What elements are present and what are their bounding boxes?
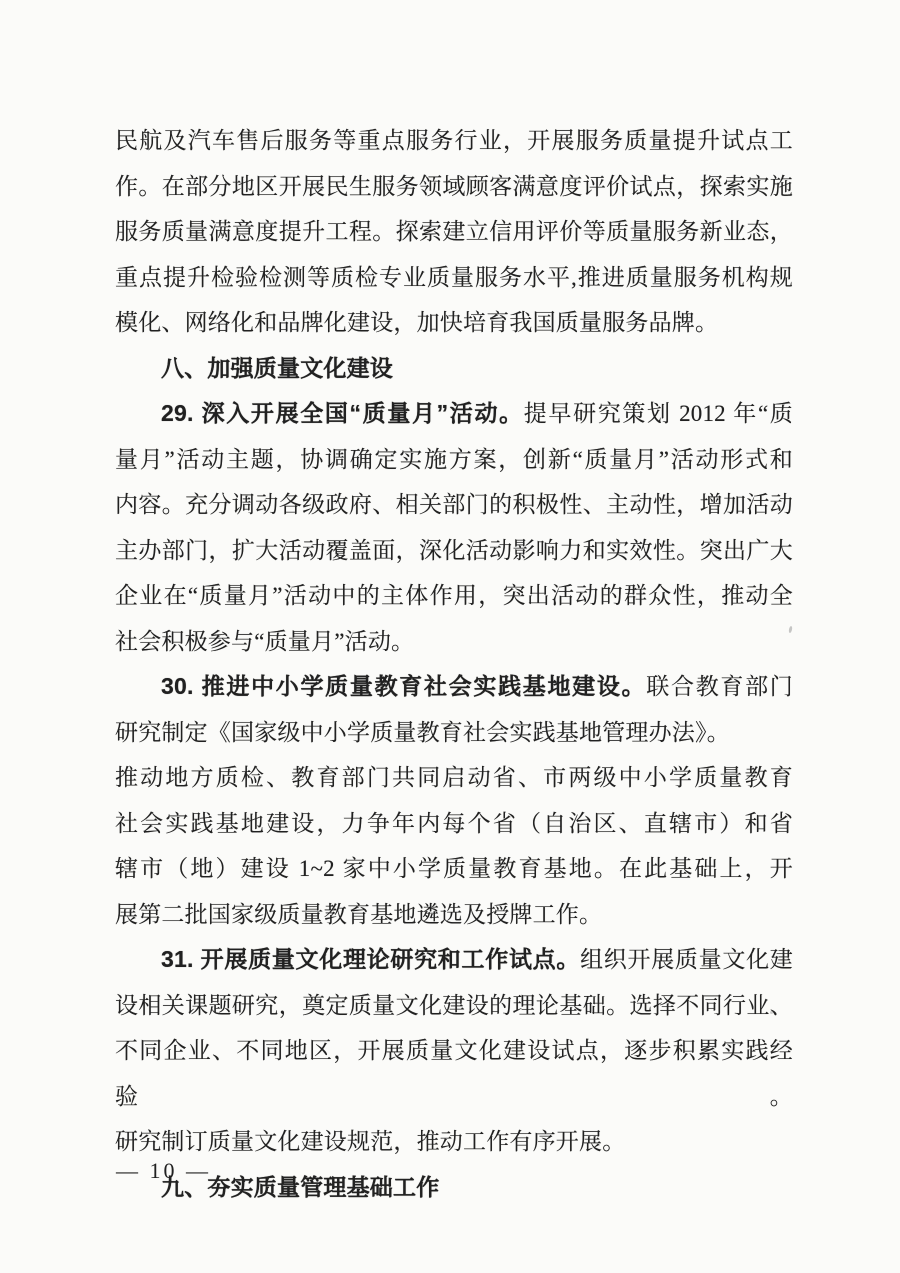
bold-text-run: 八、加强质量文化建设 [161, 354, 393, 381]
text-line [115, 209, 793, 255]
text-line [115, 437, 793, 483]
text-line [115, 983, 793, 1029]
text-line [115, 255, 793, 301]
bold-text-run: 九、夯实质量管理基础工作 [161, 1173, 440, 1200]
text-line [115, 892, 793, 938]
text-line [115, 664, 793, 710]
text-run: 主办部门，扩大活动覆盖面，深化活动影响力和实效性。突出广大 [115, 537, 793, 563]
text-line [115, 710, 793, 756]
text-line [115, 1119, 793, 1165]
text-run: 重点提升检验检测等质检专业质量服务水平,推进质量服务机构规 [115, 264, 793, 290]
bold-text-run: 29. 深入开展全国“质量月”活动。 [161, 400, 524, 426]
text-run: 研究制定《国家级中小学质量教育社会实践基地管理办法》。 [115, 719, 730, 745]
text-line [115, 573, 793, 619]
document-body [115, 118, 793, 1210]
text-line [115, 801, 793, 847]
text-line [115, 1028, 793, 1119]
bold-text-run: 30. 推进中小学质量教育社会实践基地建设。 [161, 673, 647, 699]
text-run: 展第二批国家级质量教育基地遴选及授牌工作。 [115, 901, 603, 927]
text-run: 内容。充分调动各级政府、相关部门的积极性、主动性，增加活动 [115, 492, 793, 517]
text-run: 提早研究策划 2012 年“质 [523, 401, 793, 426]
scan-speck [770, 1011, 773, 1014]
text-line [115, 846, 793, 892]
text-line [115, 937, 793, 983]
text-run: 模化、网络化和品牌化建设，加快培育我国质量服务品牌。 [115, 310, 719, 335]
text-line [115, 164, 793, 210]
text-run: 联合教育部门 [646, 674, 794, 699]
page-number: — 10 — [116, 1158, 211, 1183]
text-line [115, 300, 793, 346]
text-run: 量月”活动主题，协调确定实施方案，创新“质量月”活动形式和 [115, 446, 793, 472]
text-line [115, 482, 793, 528]
text-run: 辖市（地）建设 1~2 家中小学质量教育基地。在此基础上，开 [115, 856, 793, 881]
text-run: 设相关课题研究，奠定质量文化建设的理论基础。选择不同行业、 [115, 992, 793, 1018]
text-run: 民航及汽车售后服务等重点服务行业，开展服务质量提升试点工 [115, 128, 793, 153]
bold-text-run: 31. 开展质量文化理论研究和工作试点。 [161, 946, 581, 972]
text-run: 服务质量满意度提升工程。探索建立信用评价等质量服务新业态， [115, 219, 793, 244]
text-line [115, 118, 793, 164]
text-run: 社会实践基地建设，力争年内每个省（自治区、直辖市）和省 [115, 810, 793, 836]
section-heading [115, 1165, 793, 1211]
text-line [115, 528, 793, 574]
text-run: 组织开展质量文化建 [580, 947, 793, 972]
text-run: 研究制订质量文化建设规范，推动工作有序开展。 [115, 1129, 626, 1154]
text-line [115, 619, 793, 665]
text-line [115, 755, 793, 801]
text-line [115, 391, 793, 437]
section-heading [115, 346, 793, 392]
text-run: 推动地方质检、教育部门共同启动省、市两级中小学质量教育 [115, 765, 793, 790]
text-run: 企业在“质量月”活动中的主体作用，突出活动的群众性，推动全 [115, 583, 793, 608]
text-run: 不同企业、不同地区，开展质量文化建设试点，逐步积累实践经验。 [115, 1038, 793, 1109]
text-run: 作。在部分地区开展民生服务领域顾客满意度评价试点，探索实施 [115, 173, 793, 199]
text-run: 社会积极参与“质量月”活动。 [115, 628, 415, 654]
